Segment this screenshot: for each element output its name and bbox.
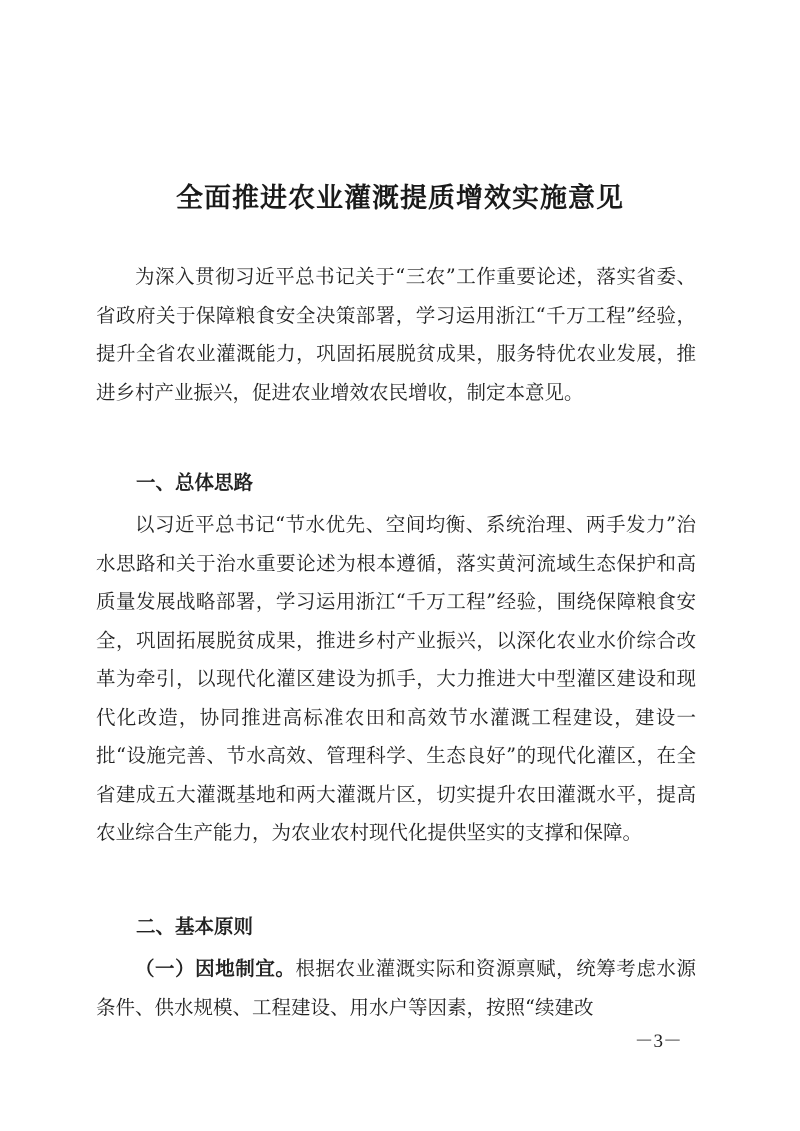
- section-heading-principles: 二、基本原则: [136, 915, 254, 938]
- document-title: 全面推进农业灌溉提质增效实施意见: [176, 183, 624, 214]
- principle-label: （一）因地制宜。: [135, 957, 296, 980]
- principle-paragraph: [96, 950, 696, 1027]
- overall-approach-paragraph: 以习近平总书记“节水优先、空间均衡、系统治理、两手发力”治水思路和关于治水重要论述为根本遵循，落实黄河流域生态保护和高质量发展战略部署，学习运用浙江“千万工程”经验，围绕保障粮食安全，巩固拓展脱贫成果，推进乡村产业振兴，以深化农业水价综合改革为牵引，以现代化灌区建设为抓手，大力推进大中型灌区建设和现代化改造，协同推进高标准农田和高效节水灌溉工程建设，建设一批“设施完善、节水高效、管理科学、生态良好”的现代化灌区，在全省建成五大灌溉基地和两大灌溉片区，切实提升农田灌溉水平，提高农业综合生产能力，为农业农村现代化提供坚实的支撑和保障。: [96, 513, 696, 844]
- principle-text: 根据农业灌溉实际和资源禀赋，统筹考虑水源条件、供水规模、工程建设、用水户等因素，按照“续建改: [96, 957, 696, 1019]
- intro-paragraph: 为深入贯彻习近平总书记关于“三农”工作重要论述，落实省委、省政府关于保障粮食安全决策部署，学习运用浙江“千万工程”经验，提升全省农业灌溉能力，巩固拓展脱贫成果，服务特优农业发展，推进乡村产业振兴，促进农业增效农民增收，制定本意见。: [96, 265, 696, 404]
- section-heading-overall: 一、总体思路: [136, 471, 254, 494]
- page-number: －3－: [634, 1031, 682, 1052]
